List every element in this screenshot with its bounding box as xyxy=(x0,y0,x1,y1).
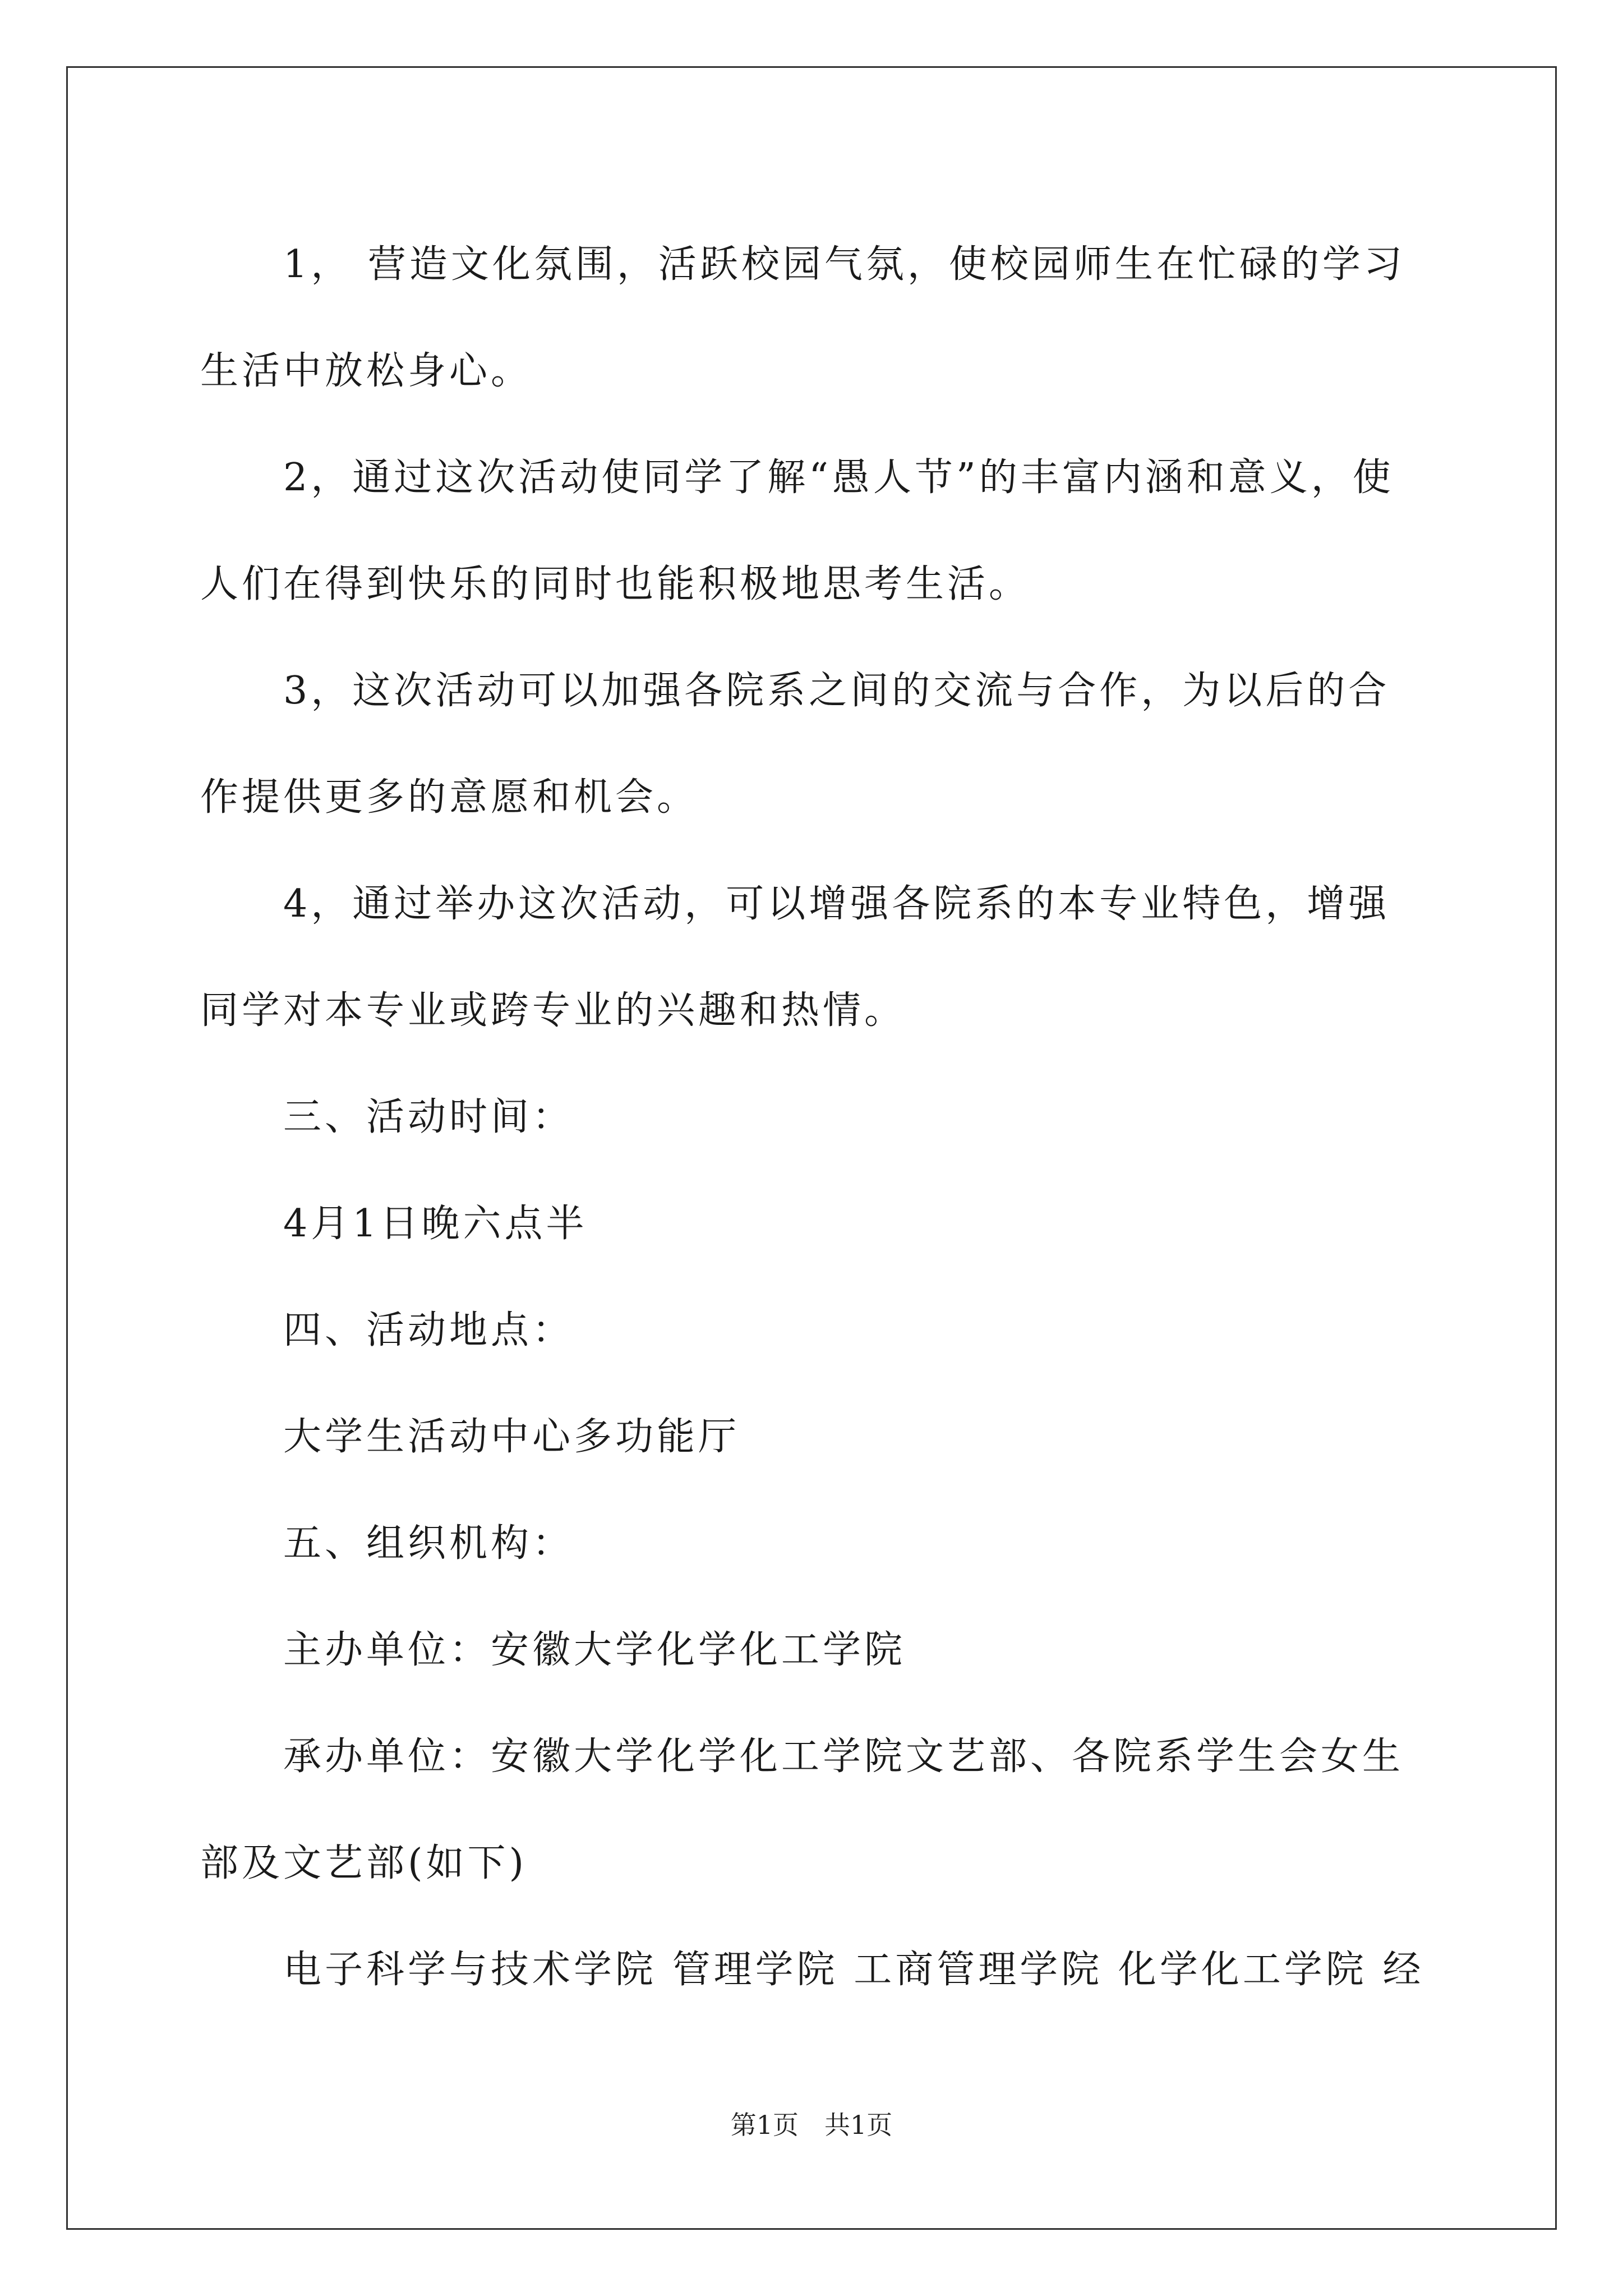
section-heading-location: 四、活动地点： xyxy=(283,1308,574,1352)
event-location: 大学生活动中心多功能厅 xyxy=(283,1415,740,1459)
participating-colleges: 电子科学与技术学院 管理学院 工商管理学院 化学化工学院 经 xyxy=(283,1948,1424,1992)
page-number-footer: 第1页 共1页 xyxy=(730,2110,893,2140)
paragraph-goal-3: 3，这次活动可以加强各院系之间的交流与合作，为以后的合作提供更多的意愿和机会。 xyxy=(200,669,1390,820)
section-heading-time: 三、活动时间： xyxy=(283,1095,574,1139)
section-heading-organization: 五、组织机构： xyxy=(283,1521,574,1566)
event-time: 4月1日晚六点半 xyxy=(283,1202,588,1246)
paragraph-goal-1: 1， 营造文化氛围，活跃校园气氛，使校园师生在忙碌的学习生活中放松身心。 xyxy=(200,242,1405,393)
paragraph-goal-2: 2，通过这次活动使同学了解“愚人节”的丰富内涵和意义，使人们在得到快乐的同时也能积极地思考生活。 xyxy=(200,455,1394,606)
host-unit: 主办单位：安徽大学化学化工学院 xyxy=(283,1628,906,1672)
organizer-unit: 承办单位：安徽大学化学化工学院文艺部、各院系学生会女生部及文艺部(如下) xyxy=(200,1734,1404,1885)
paragraph-goal-4: 4，通过举办这次活动，可以增强各院系的本专业特色，增强同学对本专业或跨专业的兴趣和热情。 xyxy=(200,882,1390,1033)
document-body xyxy=(200,211,1428,2023)
